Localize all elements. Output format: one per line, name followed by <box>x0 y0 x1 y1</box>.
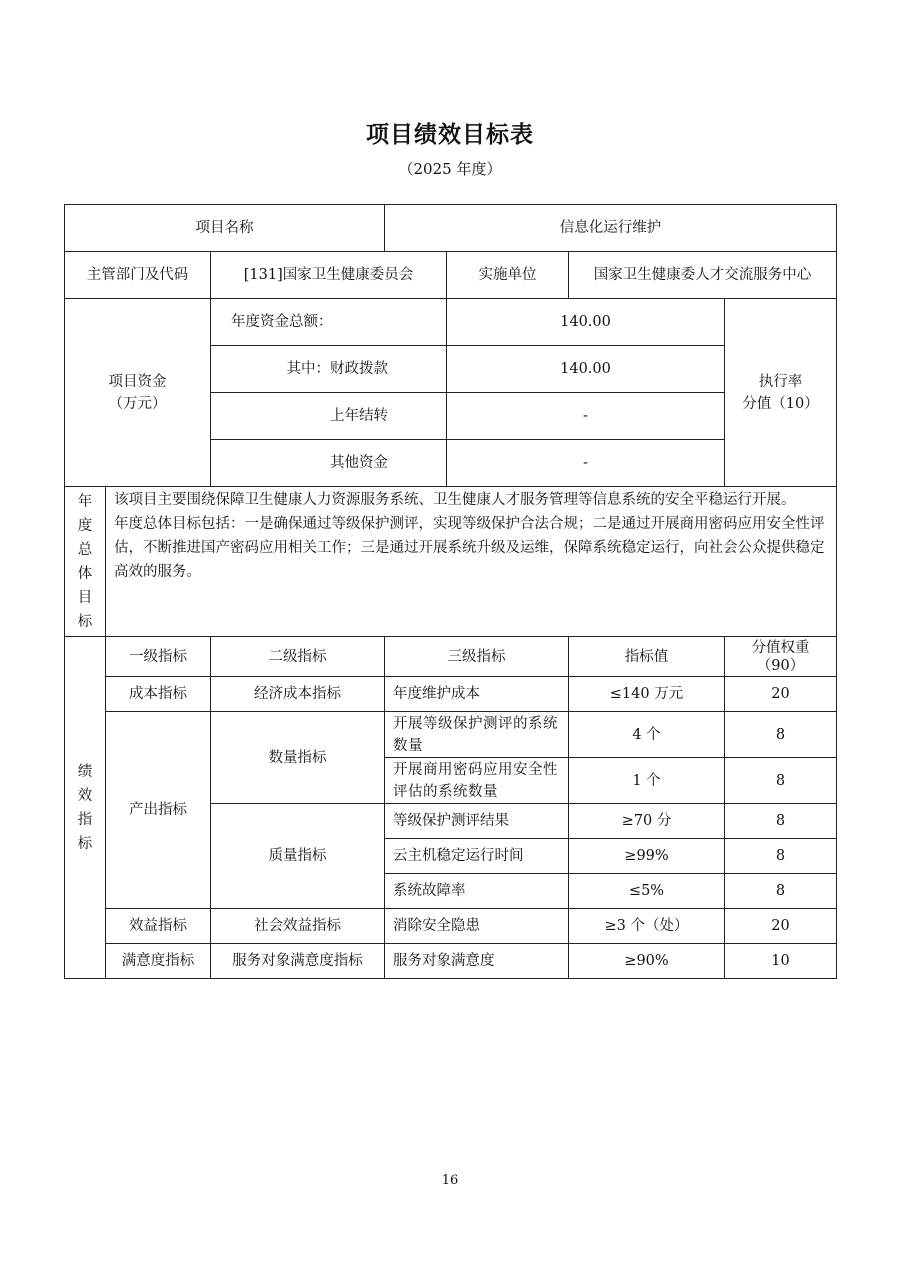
header-level3: 三级指标 <box>385 637 569 677</box>
project-name-row <box>65 205 837 252</box>
implementing-unit-value: 国家卫生健康委人才交流服务中心 <box>569 252 837 299</box>
funds-label-line2: （万元） <box>108 395 167 412</box>
execution-rate-cell <box>725 299 837 487</box>
annual-goal-row <box>65 487 837 637</box>
page-subtitle: （2025 年度） <box>398 160 502 178</box>
annual-goal-paragraph-2: 年度总体目标包括：一是确保通过等级保护测评，实现等级保护合法合规；二是通过开展商用密码应用安全性评估，不断推进国产密码应用相关工作；三是通过开展系统升级及运维，保障系统稳定运行，向社会公众提供稳定高效的服务。 <box>114 516 825 580</box>
page-number: 16 <box>441 1173 459 1188</box>
funds-other-label: 其他资金 <box>211 440 447 487</box>
table-row: 产出指标 数量指标 开展等级保护测评的系统数量 4 个 8 <box>65 712 837 758</box>
execution-rate-line1: 执行率 <box>758 373 803 390</box>
funds-label <box>65 299 211 487</box>
performance-indicator-label: 绩 效 指 标 <box>65 637 106 979</box>
table-row: 质量指标 等级保护测评结果 ≥70 分 8 <box>65 804 837 839</box>
table-row: 系统故障率 ≤5% 8 <box>65 874 837 909</box>
project-name-label: 项目名称 <box>65 205 385 252</box>
funds-carryover-label: 上年结转 <box>211 393 447 440</box>
funds-total-row <box>65 299 837 346</box>
page-title: 项目绩效目标表 <box>366 122 534 148</box>
table-row: 满意度指标 服务对象满意度指标 服务对象满意度 ≥90% 10 <box>65 944 837 979</box>
header-value: 指标值 <box>569 637 725 677</box>
funds-fiscal-value: 140.00 <box>447 346 725 393</box>
table-row: 云主机稳定运行时间 ≥99% 8 <box>65 839 837 874</box>
annual-goal-text <box>106 487 837 637</box>
annual-goal-label: 年 度 总 体 目 标 <box>65 487 106 637</box>
funds-carryover-value: - <box>447 393 725 440</box>
table-row: 开展商用密码应用安全性评估的系统数量 1 个 8 <box>65 758 837 804</box>
header-level2: 二级指标 <box>211 637 385 677</box>
header-weight: 分值权重 （90） <box>725 637 837 677</box>
funds-fiscal-label: 其中：财政拨款 <box>211 346 447 393</box>
table-row: 成本指标 经济成本指标 年度维护成本 ≤140 万元 20 <box>65 677 837 712</box>
header-level1: 一级指标 <box>106 637 211 677</box>
performance-table <box>64 204 837 979</box>
department-value: [131]国家卫生健康委员会 <box>211 252 447 299</box>
funds-total-label: 年度资金总额： <box>211 299 447 346</box>
implementing-unit-label: 实施单位 <box>447 252 569 299</box>
department-row <box>65 252 837 299</box>
indicator-header-row <box>65 637 837 677</box>
project-name-value: 信息化运行维护 <box>385 205 837 252</box>
annual-goal-paragraph-1: 该项目主要围绕保障卫生健康人力资源服务系统、卫生健康人才服务管理等信息系统的安全平稳运行开展。 <box>114 492 796 508</box>
funds-other-value: - <box>447 440 725 487</box>
table-row: 效益指标 社会效益指标 消除安全隐患 ≥3 个（处） 20 <box>65 909 837 944</box>
department-label: 主管部门及代码 <box>65 252 211 299</box>
funds-label-line1: 项目资金 <box>108 373 167 390</box>
funds-total-value: 140.00 <box>447 299 725 346</box>
execution-rate-line2: 分值（10） <box>742 395 819 412</box>
